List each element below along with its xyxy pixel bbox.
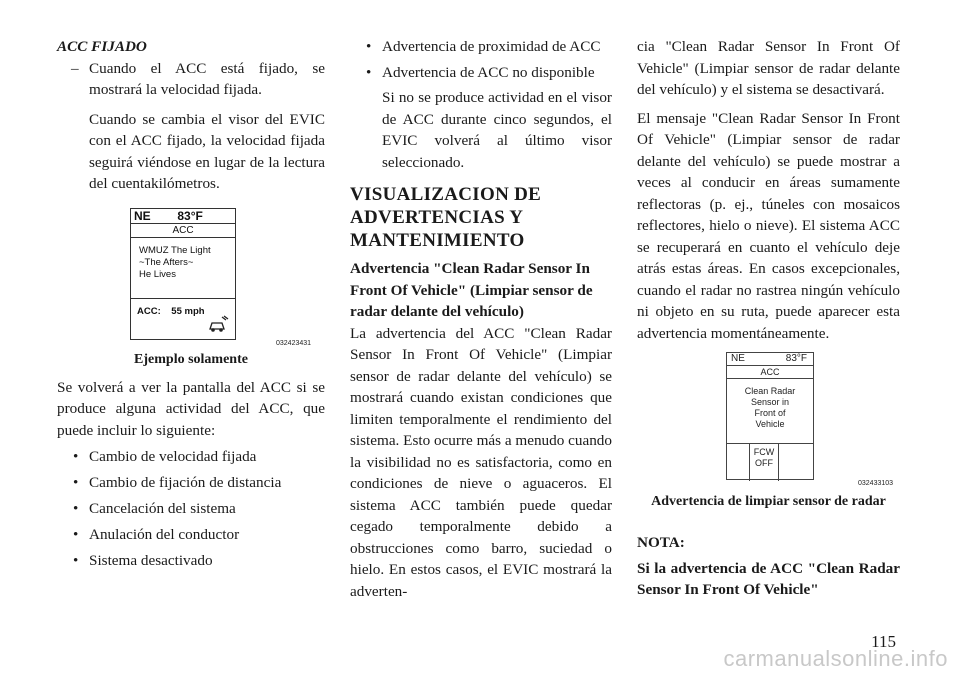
screen2-temperature: 83°F [785, 353, 807, 364]
figure-code: 032433103 [858, 480, 894, 487]
note-label: NOTA: [637, 534, 685, 551]
figure-caption: Advertencia de limpiar sensor de radar [651, 494, 886, 509]
screen2-acc-label: ACC [727, 366, 813, 379]
subsection-title: Advertencia "Clean Radar Sensor In Front Of Vehicle" (Limpiar sensor de radar delante del vehículo) [350, 260, 593, 320]
activity-bullet-list [57, 446, 325, 572]
activity-paragraph: Se volverá a ver la pantalla del ACC si se produce alguna actividad del ACC, que puede incluir lo siguiente: [57, 378, 325, 439]
watermark: carmanualsonline.info [723, 646, 948, 671]
clean-radar-screen-image [726, 352, 814, 480]
screen-speed: ACC: 55 mph [137, 305, 205, 317]
indent-paragraph: Si no se produce actividad en el visor de ACC durante cinco segundos, el EVIC volverá al último visor seleccionado. [382, 89, 612, 171]
section-title: VISUALIZACION DE ADVERTENCIAS Y MANTENIMIENTO [350, 184, 542, 251]
list-item: • Cancelación del sistema [57, 498, 325, 520]
indent-paragraph: Cuando se cambia el visor del EVIC con el ACC fijado, la velocidad fijada seguirá viéndose en lugar de la lectura del cuentakilómetros. [89, 110, 325, 192]
continuation-paragraph: cia "Clean Radar Sensor In Front Of Vehicle" (Limpiar sensor de radar delante del vehículo) y el sistema se desactivará. [637, 38, 900, 98]
figure-acc-display [57, 203, 325, 375]
column-1 [57, 36, 325, 576]
page-number: 115 [871, 632, 896, 651]
radar-paragraph: La advertencia del ACC "Clean Radar Sensor In Front Of Vehicle" (Limpiar sensor de radar delante del vehículo) se mostrará cuando existan condiciones que limiten temporalmente el rendimiento del sistema. Esto ocurre más a menudo cuando la visibilidad no es satisfactoria, como en condiciones de nieve o aguaceros. El sistema ACC también puede quedar cegado temporalmente debido a obstrucciones como barro, suciedad o hielo. En estos casos, el EVIC mostrará la adverten- [350, 324, 612, 600]
warning-bullet-list [350, 36, 612, 83]
list-item: • Cambio de velocidad fijada [57, 446, 325, 468]
column-2 [350, 36, 612, 602]
list-item: • Cambio de fijación de distancia [57, 472, 325, 494]
column-3 [637, 36, 900, 601]
screen2-fcw: FCW [753, 447, 775, 457]
list-item: • Advertencia de proximidad de ACC [350, 36, 612, 58]
acc-fijado-heading: ACC FIJADO [57, 38, 147, 55]
screen2-line-1: Clean Radar [744, 386, 796, 396]
list-item: • Sistema desactivado [57, 550, 325, 572]
acc-screen-image [130, 208, 236, 340]
note-text: Si la advertencia de ACC "Clean Radar Sensor In Front Of Vehicle" [637, 559, 900, 598]
screen-heading: NE 83°F [131, 209, 235, 224]
figure-caption: Ejemplo solamente [134, 351, 248, 367]
screen-line-1: WMUZ The Light [139, 244, 211, 256]
reflective-paragraph: El mensaje "Clean Radar Sensor In Front Of Vehicle" (Limpiar sensor de radar delante del vehículo) se puede mostrar a veces al conducir en áreas sumamente reflectoras (p. ej., túneles con mosaicos reflectores, hielo o nieve). El sistema ACC se recuperará en cuanto el vehículo deje atrás estas áreas. En casos excepcionales, cuando el radar no rastrea ningún vehículo ni objeto en su ruta, puede aparecer esta advertencia momentáneamente. [637, 109, 900, 342]
screen2-line-4: Vehicle [755, 419, 785, 429]
figure-code: 032423431 [276, 339, 312, 347]
screen2-off: OFF [755, 458, 773, 468]
dash-item-text: Cuando el ACC está fijado, se mostrará la velocidad fijada. [89, 59, 325, 98]
dash-item [57, 58, 325, 101]
dash-glyph: – [71, 59, 79, 77]
screen-line-3: He Lives [139, 268, 176, 280]
screen2-line-2: Sensor in [750, 397, 790, 407]
screen-acc-label: ACC [131, 224, 235, 238]
figure-clean-radar [637, 352, 900, 532]
car-distance-icon [207, 315, 229, 340]
screen2-direction: NE [731, 353, 745, 364]
screen-line-2: ~The Afters~ [139, 256, 194, 268]
screen2-line-3: Front of [754, 408, 786, 418]
list-item: • Anulación del conductor [57, 524, 325, 546]
list-item: • Advertencia de ACC no disponible [350, 62, 612, 84]
